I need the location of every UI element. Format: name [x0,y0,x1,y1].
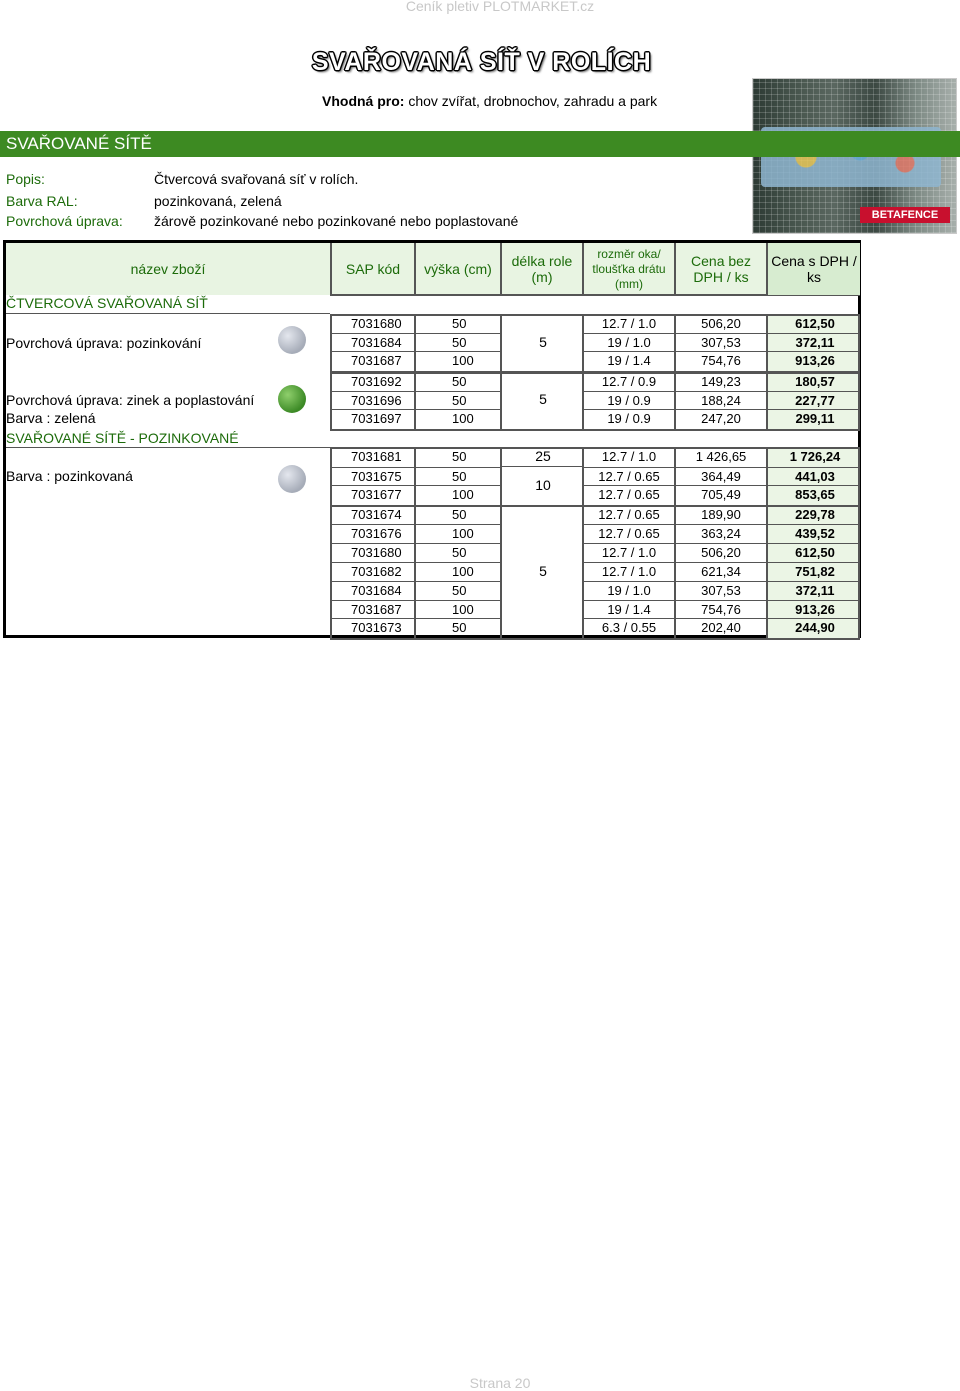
cell-cena-bez: 506,20 [701,545,741,560]
info-povrch [6,213,518,229]
color-swatch-icon [278,385,306,413]
cell-cena-s: 227,77 [795,393,835,408]
cell-rozmer: 12.7 / 0.65 [598,507,660,522]
group-desc-barva-pozinkovana: Barva : pozinkovaná [6,468,133,484]
color-swatch-icon [278,465,306,493]
cell-cena-bez: 754,76 [701,353,741,368]
cell-cena-bez: 705,49 [701,487,741,502]
cell-cena-s: 913,26 [795,602,835,617]
cell-cena-s: 612,50 [795,316,835,331]
suitable-label: Vhodná pro: [322,93,405,109]
info-popis [6,171,358,187]
cell-rozmer: 19 / 1.4 [607,602,651,617]
group-desc-poplastovani: Povrchová úprava: zinek a poplastování [6,392,255,408]
row-rule [330,638,860,640]
cell-vyska: 100 [452,487,474,502]
col-sep [330,372,332,429]
cell-cena-s: 913,26 [795,353,835,368]
cell-rozmer: 12.7 / 1.0 [601,316,657,331]
cell-rozmer: 19 / 1.0 [607,583,651,598]
col-sep [500,314,502,371]
col-header-nazev: název zboží [130,261,206,277]
cell-vyska: 100 [452,526,474,541]
site-header-title: Ceník pletiv PLOTMARKET.cz [405,0,595,14]
col-sep [674,372,676,429]
col-sep [414,447,416,505]
cell-cena-s: 439,52 [795,526,835,541]
cell-vyska: 50 [452,469,467,484]
cell-vyska: 100 [452,353,474,368]
cell-cena-bez: 506,20 [701,316,741,331]
cell-cena-bez: 1 426,65 [695,449,747,464]
col-sep [414,372,416,429]
group-desc-barva-zelena: Barva : zelená [6,410,96,426]
cell-rozmer: 12.7 / 0.9 [601,374,657,389]
group-title-rule [6,313,330,314]
popis-value: Čtvercová svařovaná síť v rolích. [154,171,359,187]
col-header-cena-bez: Cena bez DPH / ks [691,253,751,285]
group-title-rule [6,447,330,448]
cell-sap: 7031675 [351,469,402,484]
cell-vyska: 50 [452,335,467,350]
cell-sap: 7031680 [351,316,402,331]
col-sep [330,314,332,371]
povrch-value: žárově pozinkované nebo pozinkované nebo poplastované [154,213,519,229]
delka-merged: 10 [535,477,551,493]
cell-vyska: 50 [452,583,467,598]
cell-vyska: 50 [452,620,467,635]
page-number: Strana 20 [469,1375,531,1391]
cell-sap: 7031681 [351,449,402,464]
cell-cena-bez: 247,20 [701,411,741,426]
page-title: SVAŘOVANÁ SÍŤ V ROLÍCH [311,48,652,76]
barva-value: pozinkovaná, zelená [154,193,282,209]
cell-cena-bez: 754,76 [701,602,741,617]
group-title-pozinkovane: SVAŘOVANÉ SÍTĚ - POZINKOVANÉ [6,430,239,446]
cell-cena-bez: 364,49 [701,469,741,484]
cell-cena-bez: 188,24 [701,393,741,408]
cell-vyska: 50 [452,507,467,522]
col-header-vyska: výška (cm) [424,261,492,277]
info-barva [6,193,282,209]
col-header-sap: SAP kód [345,261,401,277]
delka-merged: 25 [535,448,551,464]
group-desc-pozinkovani: Povrchová úprava: pozinkování [6,335,202,351]
col-header-rozmer: rozměr oka/ tloušťka drátu (mm) [592,246,666,291]
cell-rozmer: 19 / 1.4 [607,353,651,368]
cell-vyska: 50 [452,316,467,331]
cell-vyska: 50 [452,393,467,408]
col-sep [330,447,332,505]
col-sep [414,314,416,371]
cell-cena-s: 372,11 [795,335,835,350]
cell-cena-s: 372,11 [795,583,835,598]
cell-cena-bez: 621,34 [701,564,741,579]
cell-rozmer: 12.7 / 0.65 [598,469,660,484]
cell-rozmer: 12.7 / 0.65 [598,526,660,541]
cell-vyska: 100 [452,411,474,426]
cell-rozmer: 19 / 1.0 [607,335,651,350]
cell-sap: 7031687 [351,602,402,617]
cell-cena-s: 853,65 [795,487,835,502]
cell-sap: 7031676 [351,526,402,541]
suitable-for [322,93,657,109]
cell-cena-s: 612,50 [795,545,835,560]
cell-sap: 7031682 [351,564,402,579]
row-rule [500,466,584,467]
cell-sap: 7031687 [351,353,402,368]
cell-cena-s: 229,78 [795,507,835,522]
col-sep [674,314,676,371]
cell-cena-s: 751,82 [795,564,835,579]
cell-rozmer: 19 / 0.9 [607,411,651,426]
cell-sap: 7031697 [351,411,402,426]
delka-merged: 5 [539,334,547,350]
color-swatch-icon [278,326,306,354]
cell-cena-bez: 307,53 [701,583,741,598]
cell-sap: 7031692 [351,374,402,389]
brand-logo: BETAFENCE [860,207,950,223]
cell-rozmer: 12.7 / 0.65 [598,487,660,502]
section-bar: SVAŘOVANÉ SÍTĚ [0,131,960,157]
cell-cena-bez: 189,90 [701,507,741,522]
delka-merged: 5 [539,391,547,407]
row-rule [330,429,860,431]
cell-cena-bez: 149,23 [701,374,741,389]
suitable-value: chov zvířat, drobnochov, zahradu a park [408,93,658,109]
group-title-ctvercova: ČTVERCOVÁ SVAŘOVANÁ SÍŤ [6,295,208,311]
cell-rozmer: 12.7 / 1.0 [601,564,657,579]
cell-cena-bez: 363,24 [701,526,741,541]
cell-sap: 7031673 [351,620,402,635]
cell-cena-bez: 307,53 [701,335,741,350]
col-sep [582,372,584,429]
cell-vyska: 50 [452,374,467,389]
col-sep [674,447,676,505]
cell-sap: 7031684 [351,583,402,598]
col-header-delka: délka role (m) [511,253,573,285]
povrch-label: Povrchová úprava: [6,213,123,229]
cell-rozmer: 12.7 / 1.0 [601,449,657,464]
col-sep [582,447,584,505]
popis-label: Popis: [6,171,45,187]
col-sep [500,447,502,505]
cell-vyska: 50 [452,545,467,560]
delka-merged: 5 [539,563,547,579]
cell-rozmer: 12.7 / 1.0 [601,545,657,560]
col-sep [582,314,584,371]
cell-sap: 7031696 [351,393,402,408]
cell-cena-s: 441,03 [795,469,835,484]
col-header-cena-s: Cena s DPH / ks [768,243,860,295]
cell-sap: 7031677 [351,487,402,502]
cell-vyska: 50 [452,449,467,464]
col-sep [500,372,502,429]
cell-rozmer: 19 / 0.9 [607,393,651,408]
cell-sap: 7031674 [351,507,402,522]
cell-sap: 7031684 [351,335,402,350]
cell-vyska: 100 [452,602,474,617]
cell-sap: 7031680 [351,545,402,560]
cell-cena-s: 1 726,24 [789,449,841,464]
cell-rozmer: 6.3 / 0.55 [601,620,657,635]
cell-vyska: 100 [452,564,474,579]
cell-cena-s: 244,90 [795,620,835,635]
cell-cena-s: 180,57 [795,374,835,389]
cell-cena-s: 299,11 [795,411,835,426]
barva-label: Barva RAL: [6,193,78,209]
cell-cena-bez: 202,40 [701,620,741,635]
